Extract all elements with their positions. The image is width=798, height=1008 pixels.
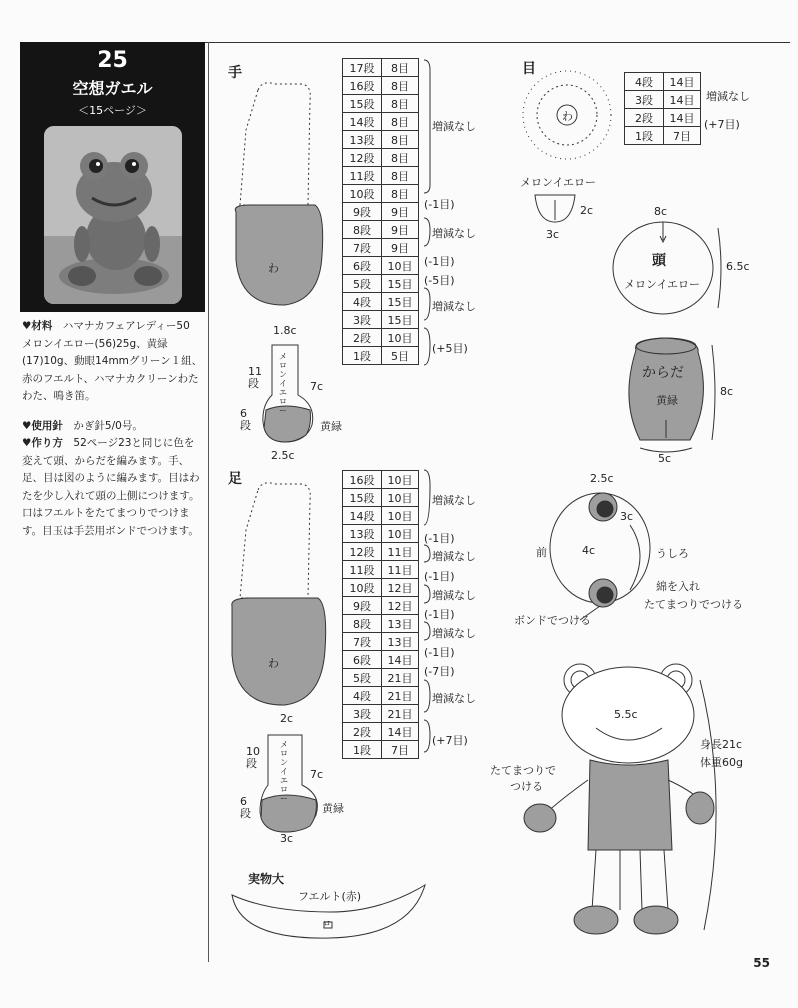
hand-row — [343, 77, 419, 95]
hand-stitch-count: 9目 — [382, 239, 419, 257]
foot-note-10: 増減なし — [432, 692, 476, 705]
hand-row-number: 1段 — [343, 347, 382, 365]
head-side-front: 前 — [536, 546, 547, 559]
hand-row — [343, 275, 419, 293]
foot-stitch-count: 13目 — [382, 633, 419, 651]
foot-label: 足 — [228, 471, 242, 487]
hand-stitch-count: 8目 — [382, 131, 419, 149]
foot-chart — [232, 483, 326, 705]
foot-note-5: 増減なし — [432, 589, 476, 602]
foot-stitch-table — [342, 470, 419, 759]
hand-brackets — [424, 60, 430, 365]
hand-row-number: 17段 — [343, 59, 382, 77]
foot-stitch-count: 14目 — [382, 723, 419, 741]
hand-row — [343, 149, 419, 167]
eye-ring-mark: わ — [562, 110, 573, 123]
hand-row-number: 7段 — [343, 239, 382, 257]
foot-stitch-count: 7目 — [382, 741, 419, 759]
head-side-back: うしろ — [656, 547, 689, 560]
mouth-template-title: 実物大 — [248, 872, 285, 886]
foot-note-6: (-1目) — [424, 608, 455, 621]
foot-stitch-count: 14目 — [382, 651, 419, 669]
foot-ring-mark: わ — [268, 657, 279, 670]
eye-row — [625, 127, 701, 145]
foot-stitch-count: 21目 — [382, 705, 419, 723]
foot-row — [343, 525, 419, 543]
eye-dim-bottom: 3c — [546, 228, 560, 241]
hand-row-number: 16段 — [343, 77, 382, 95]
hand-row — [343, 329, 419, 347]
hand-dim-bottom: 2.5c — [271, 449, 295, 462]
head-side-width: 4c — [582, 544, 596, 557]
foot-row-number: 16段 — [343, 471, 382, 489]
hand-label: 手 — [228, 65, 242, 81]
hand-row — [343, 95, 419, 113]
body-label: からだ — [642, 365, 684, 381]
frog-note-2: つける — [510, 780, 543, 793]
eye-row — [625, 73, 701, 91]
pattern-number: 25 — [97, 48, 128, 73]
foot-note-7: 増減なし — [432, 627, 476, 640]
foot-row-number: 13段 — [343, 525, 382, 543]
eye-stitch-count: 14目 — [664, 73, 701, 91]
foot-note-9: (-7目) — [424, 665, 455, 678]
foot-row — [343, 489, 419, 507]
hand-row-number: 3段 — [343, 311, 382, 329]
head-side-note-1: 綿を入れ — [656, 580, 700, 593]
frog-figure — [524, 664, 716, 934]
hand-stitch-count: 15目 — [382, 293, 419, 311]
pattern-title: 空想ガエル — [72, 79, 153, 98]
foot-row-number: 14段 — [343, 507, 382, 525]
hand-rows-top: 11段 — [248, 365, 262, 390]
eye-row-number: 1段 — [625, 127, 664, 145]
hand-stitch-count: 15目 — [382, 275, 419, 293]
foot-note-4: (-1目) — [424, 570, 455, 583]
hand-stitch-count: 10目 — [382, 329, 419, 347]
needle-text: かぎ針5/0号。 — [73, 419, 143, 432]
eye-row-number: 3段 — [625, 91, 664, 109]
hand-stitch-count: 8目 — [382, 95, 419, 113]
head-dim-side: 6.5c — [726, 260, 750, 273]
head-shape — [613, 222, 721, 314]
hand-stitch-count: 10目 — [382, 257, 419, 275]
foot-row-number: 9段 — [343, 597, 382, 615]
foot-row — [343, 561, 419, 579]
hand-stitch-count: 9目 — [382, 203, 419, 221]
eye-note-1: 増減なし — [706, 90, 750, 103]
hand-note-5: (-5目) — [424, 274, 455, 287]
hand-stitch-count: 8目 — [382, 167, 419, 185]
hand-row-number: 9段 — [343, 203, 382, 221]
eye-stitch-count: 14目 — [664, 109, 701, 127]
foot-stitch-count: 11目 — [382, 543, 419, 561]
needle-heading: ♥使用針 — [22, 419, 63, 432]
foot-color-bottom: 黄緑 — [322, 802, 344, 815]
foot-row-number: 3段 — [343, 705, 382, 723]
hand-row — [343, 203, 419, 221]
hand-rows-bottom: 6段 — [240, 407, 251, 432]
foot-stitch-count: 12目 — [382, 597, 419, 615]
head-side-eye-height: 3c — [620, 510, 634, 523]
hand-note-1: 増減なし — [432, 120, 476, 133]
eye-label: 目 — [522, 61, 536, 77]
foot-row-number: 1段 — [343, 741, 382, 759]
eye-row — [625, 109, 701, 127]
body-dim-side: 8c — [720, 385, 734, 398]
head-label: 頭 — [652, 253, 666, 269]
eye-dim-side: 2c — [580, 204, 594, 217]
foot-stitch-count: 10目 — [382, 525, 419, 543]
foot-row — [343, 597, 419, 615]
instructions-heading: ♥作り方 — [22, 437, 63, 449]
body-color: 黄緑 — [656, 394, 678, 407]
foot-note-11: (+7目) — [432, 734, 468, 747]
hand-row — [343, 257, 419, 275]
foot-row-number: 12段 — [343, 543, 382, 561]
foot-row-number: 6段 — [343, 651, 382, 669]
foot-dim-side: 7c — [310, 768, 324, 781]
foot-row — [343, 723, 419, 741]
hand-row — [343, 131, 419, 149]
hand-stitch-count: 8目 — [382, 185, 419, 203]
foot-row — [343, 507, 419, 525]
hand-dim-side: 7c — [310, 380, 324, 393]
foot-row — [343, 651, 419, 669]
hand-note-6: 増減なし — [432, 300, 476, 313]
foot-stitch-count: 10目 — [382, 471, 419, 489]
hand-row — [343, 59, 419, 77]
eye-stitch-count: 7目 — [664, 127, 701, 145]
hand-note-2: (-1目) — [424, 198, 455, 211]
hand-row-number: 14段 — [343, 113, 382, 131]
head-side-note-2: たてまつりでつける — [644, 598, 743, 611]
foot-row-number: 7段 — [343, 633, 382, 651]
mouth-center-mark: ロ — [323, 919, 331, 928]
hand-stitch-count: 8目 — [382, 113, 419, 131]
foot-row — [343, 633, 419, 651]
hand-note-7: (+5目) — [432, 342, 468, 355]
instructions-body: 52ページ23と同じに色を変えて頭、からだを編みます。手、足、目は図のように編みます。目はわたを少し入れて頭の上側につけます。口はフエルトをたてまつりでつけます。目玉は手芸用ボンドでつけます。 — [22, 437, 200, 537]
hand-stitch-count: 5目 — [382, 347, 419, 365]
foot-dim-top: 2c — [280, 712, 294, 725]
eye-row-number: 2段 — [625, 109, 664, 127]
eye-color: メロンイエロー — [520, 176, 597, 189]
hand-stitch-count: 8目 — [382, 59, 419, 77]
foot-note-8: (-1目) — [424, 646, 455, 659]
head-dim-top: 8c — [654, 205, 668, 218]
hand-row — [343, 311, 419, 329]
foot-note-1: 増減なし — [432, 494, 476, 507]
foot-row — [343, 579, 419, 597]
foot-dim-bottom: 3c — [280, 832, 294, 845]
hand-row-number: 2段 — [343, 329, 382, 347]
foot-color-top: メロンイエロー — [280, 740, 288, 803]
eye-shape — [535, 195, 575, 222]
hand-row-number: 6段 — [343, 257, 382, 275]
frog-weight: 体重60g — [700, 756, 743, 769]
frog-note-1: たてまつりで — [490, 764, 556, 777]
hand-row — [343, 167, 419, 185]
hand-row-number: 15段 — [343, 95, 382, 113]
hand-row — [343, 185, 419, 203]
foot-stitch-count: 11目 — [382, 561, 419, 579]
hand-row-number: 12段 — [343, 149, 382, 167]
foot-row — [343, 471, 419, 489]
foot-note-2: (-1目) — [424, 532, 455, 545]
hand-stitch-count: 8目 — [382, 77, 419, 95]
hand-dim-top: 1.8c — [273, 324, 297, 337]
eye-stitch-count: 14目 — [664, 91, 701, 109]
frog-height: 身長21c — [700, 738, 743, 751]
hand-color-top: メロンイエロー — [279, 352, 287, 415]
hand-stitch-table — [342, 58, 419, 365]
foot-row-number: 5段 — [343, 669, 382, 687]
hand-stitch-count: 9目 — [382, 221, 419, 239]
foot-note-3: 増減なし — [432, 550, 476, 563]
foot-rows-bottom: 6段 — [240, 795, 251, 820]
hand-row — [343, 347, 419, 365]
hand-row-number: 13段 — [343, 131, 382, 149]
head-side-eye-width: 2.5c — [590, 472, 614, 485]
foot-row-number: 15段 — [343, 489, 382, 507]
eye-row — [625, 91, 701, 109]
pattern-page-ref: ＜15ページ＞ — [78, 104, 147, 117]
foot-stitch-count: 21目 — [382, 687, 419, 705]
hand-row-number: 8段 — [343, 221, 382, 239]
foot-row-number: 8段 — [343, 615, 382, 633]
foot-stitch-count: 10目 — [382, 489, 419, 507]
hand-note-3: 増減なし — [432, 227, 476, 240]
foot-row — [343, 615, 419, 633]
foot-stitch-count: 12目 — [382, 579, 419, 597]
eye-note-2: (+7目) — [704, 118, 740, 131]
foot-row-number: 4段 — [343, 687, 382, 705]
head-color: メロンイエロー — [624, 278, 701, 291]
page-number: 55 — [753, 956, 770, 970]
foot-row-number: 2段 — [343, 723, 382, 741]
hand-stitch-count: 8目 — [382, 149, 419, 167]
foot-row — [343, 669, 419, 687]
frog-mouth-width: 5.5c — [614, 708, 638, 721]
head-side-view — [550, 493, 650, 620]
foot-row — [343, 543, 419, 561]
materials-text: ハマナカフェアレディー50 メロンイエロー(56)25g、黄緑(17)10g、動眼14mmグリーン１組、赤のフエルト、ハマナカクリーンわたわた、鳴き笛。 — [22, 320, 203, 402]
foot-stitch-count: 10目 — [382, 507, 419, 525]
hand-color-bottom: 黄緑 — [320, 420, 342, 433]
hand-row-number: 5段 — [343, 275, 382, 293]
head-side-note-3: ボンドでつける — [514, 614, 591, 627]
foot-rows-top: 10段 — [246, 745, 260, 770]
hand-row — [343, 113, 419, 131]
foot-row-number: 10段 — [343, 579, 382, 597]
foot-stitch-count: 13目 — [382, 615, 419, 633]
foot-row — [343, 705, 419, 723]
hand-note-4: (-1目) — [424, 255, 455, 268]
eye-row-number: 4段 — [625, 73, 664, 91]
materials-heading: ♥材料 — [22, 320, 53, 332]
foot-row — [343, 741, 419, 759]
hand-row — [343, 221, 419, 239]
hand-row-number: 4段 — [343, 293, 382, 311]
hand-row-number: 10段 — [343, 185, 382, 203]
hand-ring-mark: わ — [268, 262, 279, 275]
foot-row-number: 11段 — [343, 561, 382, 579]
eye-stitch-table — [624, 72, 701, 145]
mouth-felt-label: フエルト(赤) — [298, 890, 362, 903]
hand-row-number: 11段 — [343, 167, 382, 185]
hand-row — [343, 239, 419, 257]
foot-stitch-count: 21目 — [382, 669, 419, 687]
hand-row — [343, 293, 419, 311]
body-dim-bottom: 5c — [658, 452, 672, 465]
hand-stitch-count: 15目 — [382, 311, 419, 329]
foot-row — [343, 687, 419, 705]
